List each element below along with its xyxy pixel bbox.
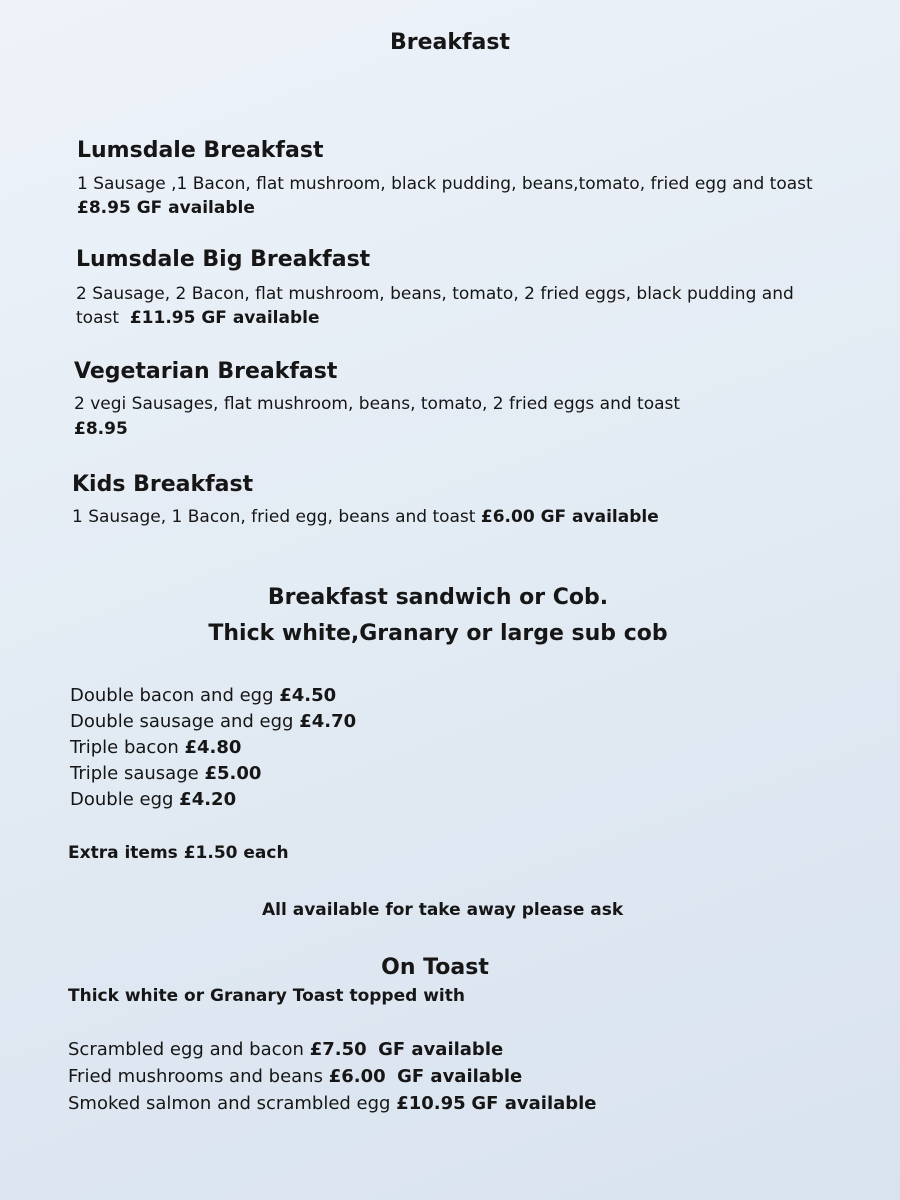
list-item-name: Triple bacon (70, 737, 179, 758)
list-item-name: Triple sausage (70, 763, 199, 784)
list-item (68, 1063, 597, 1090)
list-item (70, 735, 356, 761)
list-item-name: Double bacon and egg (70, 685, 274, 706)
list-item-note: GF available (397, 1066, 523, 1087)
page-title: Breakfast (389, 30, 511, 55)
item-desc-lumsdale-breakfast: 1 Sausage ,1 Bacon, flat mushroom, black pudding, beans,tomato, fried egg and toast (77, 174, 813, 194)
list-item-price: £4.70 (299, 711, 357, 732)
list-item-price: £4.80 (184, 737, 242, 758)
list-item (68, 1090, 597, 1117)
list-item-name: Double egg (70, 789, 174, 810)
list-item (70, 761, 356, 787)
list-item-name: Smoked salmon and scrambled egg (68, 1093, 391, 1114)
list-item-price: £5.00 (204, 763, 262, 784)
list-item-name: Fried mushrooms and beans (68, 1066, 323, 1087)
item-desc-lumsdale-big-breakfast: 2 Sausage, 2 Bacon, flat mushroom, beans, tomato, 2 fried eggs, black pudding and (76, 284, 794, 304)
toast-heading: On Toast (381, 955, 489, 980)
item-line-kids-breakfast (72, 501, 659, 533)
toast-subheading: Thick white or Granary Toast topped with (68, 986, 465, 1006)
item-price-vegetarian-breakfast: £8.95 (74, 419, 128, 439)
list-item (70, 709, 356, 735)
item-desc-vegetarian-breakfast: 2 vegi Sausages, flat mushroom, beans, tomato, 2 fried eggs and toast (74, 394, 681, 414)
list-item-note: GF available (471, 1093, 597, 1114)
list-item-price: £10.95 (396, 1093, 466, 1114)
list-item-name: Scrambled egg and bacon (68, 1039, 304, 1060)
list-item (68, 1036, 597, 1063)
sandwich-subheading: Thick white,Granary or large sub cob (208, 621, 668, 646)
list-item-note: GF available (378, 1039, 504, 1060)
item-price-lumsdale-big-breakfast: £11.95 GF available (129, 308, 320, 328)
list-item-name: Double sausage and egg (70, 711, 294, 732)
list-item-price: £4.20 (179, 789, 237, 810)
list-item (70, 683, 356, 709)
list-item-price: £6.00 (328, 1066, 386, 1087)
sandwich-heading: Breakfast sandwich or Cob. (267, 585, 609, 610)
item-title-lumsdale-big-breakfast: Lumsdale Big Breakfast (76, 247, 371, 272)
item-desc-line2: toast (76, 308, 120, 328)
item-price-lumsdale-breakfast: £8.95 GF available (77, 198, 255, 218)
list-item (70, 787, 356, 813)
sandwich-list (70, 683, 356, 813)
takeaway-note: All available for take away please ask (262, 900, 624, 920)
extra-items-note: Extra items £1.50 each (68, 843, 289, 863)
item-price-kids-breakfast: £6.00 GF available (480, 507, 659, 527)
item-title-lumsdale-breakfast: Lumsdale Breakfast (77, 138, 324, 163)
item-desc2-lumsdale-big-breakfast (76, 302, 320, 334)
item-title-vegetarian-breakfast: Vegetarian Breakfast (74, 359, 338, 384)
item-desc-kids-breakfast: 1 Sausage, 1 Bacon, fried egg, beans and toast (72, 507, 476, 527)
item-title-kids-breakfast: Kids Breakfast (72, 472, 254, 497)
toast-list (68, 1036, 597, 1117)
list-item-price: £4.50 (279, 685, 337, 706)
list-item-price: £7.50 (309, 1039, 367, 1060)
